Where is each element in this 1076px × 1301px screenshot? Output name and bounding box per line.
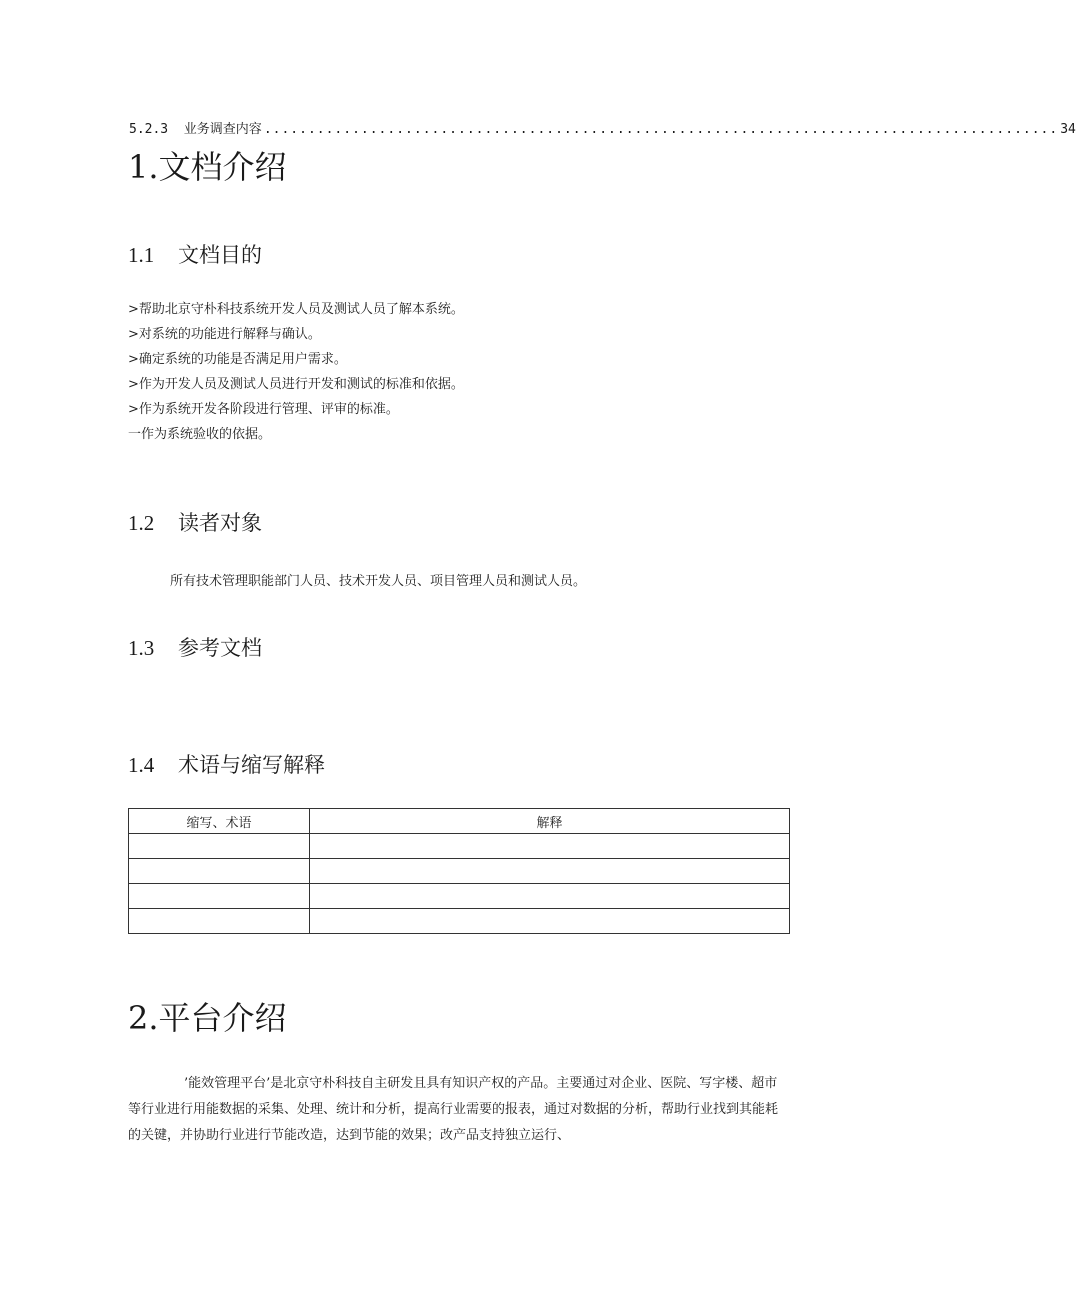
table-header-row [129, 809, 790, 834]
toc-title: 业务调查内容 [183, 122, 262, 137]
subsection-number: 1.4 [128, 753, 155, 777]
readers-paragraph: 所有技术管理职能部门人员、技术开发人员、项目管理人员和测试人员。 [170, 574, 587, 589]
list-item: >作为系统开发各阶段进行管理、评审的标准。 [128, 402, 399, 417]
subsection-1-4-heading [128, 751, 325, 779]
list-item: 一作为系统验收的依据。 [128, 427, 272, 442]
list-item: >对系统的功能进行解释与确认。 [128, 327, 321, 342]
table-cell[interactable] [129, 909, 310, 934]
subsection-1-2-heading [128, 509, 262, 537]
subsection-title: 参考文档 [178, 636, 262, 660]
subsection-title: 术语与缩写解释 [178, 753, 325, 777]
column-header-explanation: 解释 [310, 809, 790, 834]
table-cell[interactable] [310, 884, 790, 909]
list-item: >帮助北京守朴科技系统开发人员及测试人员了解本系统。 [128, 302, 464, 317]
table-row [129, 884, 790, 909]
table-row [129, 909, 790, 934]
table-row [129, 834, 790, 859]
subsection-title: 文档目的 [178, 243, 262, 267]
list-item: >确定系统的功能是否满足用户需求。 [128, 352, 347, 367]
toc-leader-dots: .......................................................................................... [263, 122, 1059, 137]
table-cell[interactable] [310, 909, 790, 934]
subsection-1-1-heading [128, 241, 262, 269]
table-cell[interactable] [129, 884, 310, 909]
subsection-1-3-heading [128, 634, 262, 662]
list-item: >作为开发人员及测试人员进行开发和测试的标准和依据。 [128, 377, 464, 392]
section-1-heading: 1.文档介绍 [128, 148, 287, 186]
subsection-number: 1.1 [128, 243, 155, 267]
paragraph-text-first: ’能效管理平台’是北京守朴科技自主研发且具有知识产权的产品。主要通过对企业、医院、 [184, 1076, 700, 1091]
purpose-list [128, 297, 464, 447]
subsection-title: 读者对象 [178, 511, 262, 535]
column-header-term: 缩写、术语 [129, 809, 310, 834]
table-cell[interactable] [129, 859, 310, 884]
platform-intro-paragraph [128, 1071, 790, 1149]
table-row [129, 859, 790, 884]
table-cell[interactable] [310, 834, 790, 859]
subsection-number: 1.2 [128, 511, 155, 535]
toc-number: 5.2.3 [129, 122, 169, 137]
paragraph-text-rest: 写字楼、超市等行业进行用能数据的采集、处理、统计和分析，提高行业需要的报表，通过对数据的分析，帮助行业找到其能耗的关键，并协助行业进行节能改造，达到节能的效果；改产品支持独立运行、 [128, 1076, 779, 1143]
toc-page-number: 34 [1060, 122, 1076, 137]
table-cell[interactable] [129, 834, 310, 859]
section-2-heading: 2.平台介绍 [128, 999, 287, 1037]
subsection-number: 1.3 [128, 636, 155, 660]
table-cell[interactable] [310, 859, 790, 884]
terms-table [128, 808, 790, 934]
toc-entry[interactable] [129, 121, 1076, 139]
